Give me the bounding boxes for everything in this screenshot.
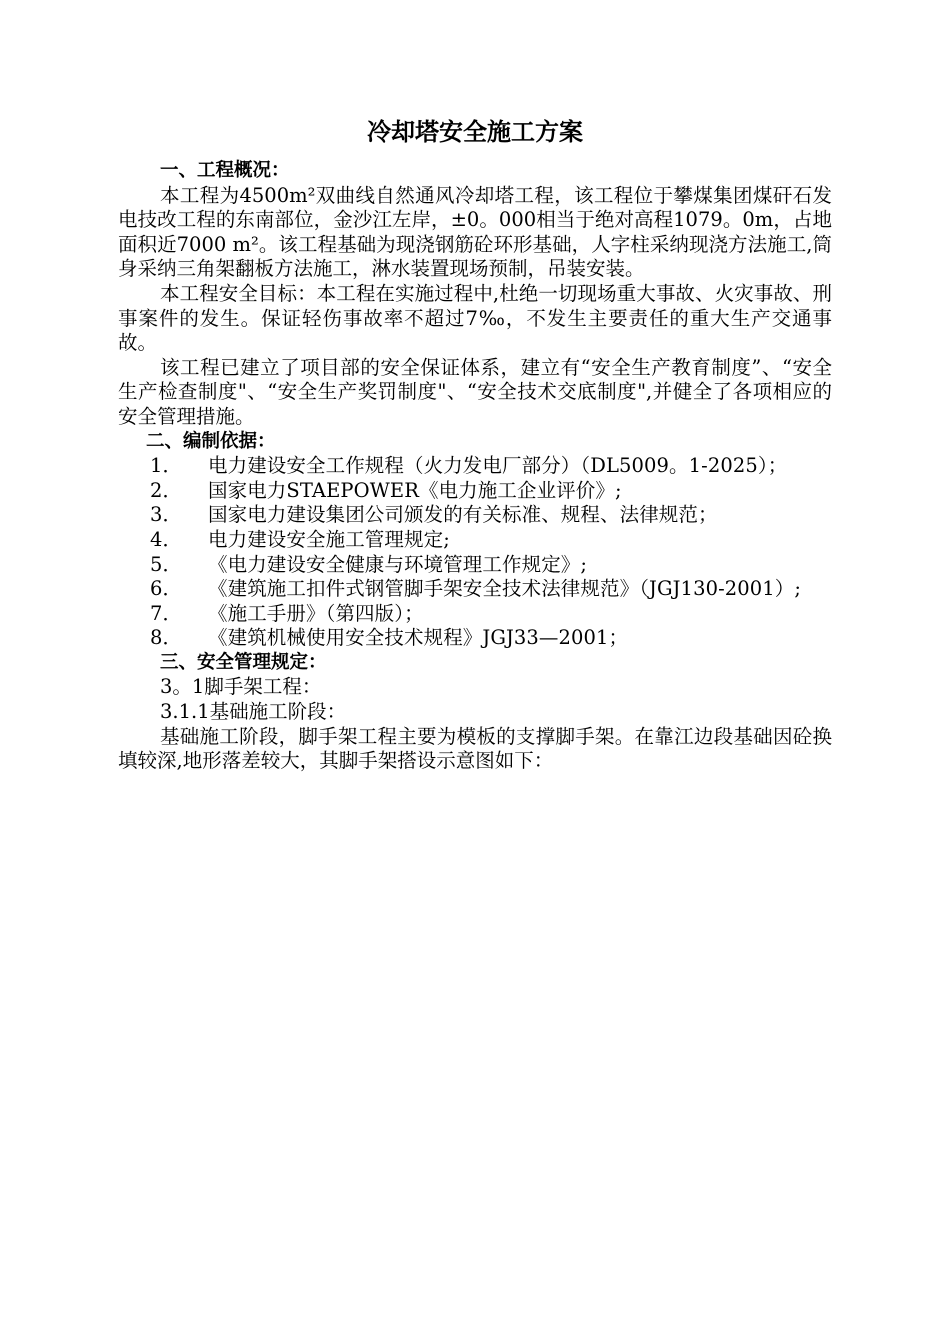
list-item [118, 528, 832, 553]
subsection-foundation-stage: 3.1.1基础施工阶段： [160, 700, 347, 724]
list-item-text: 《施工手册》（第四版）； [208, 601, 424, 625]
list-item-number: 2． [150, 478, 183, 502]
list-item-text: 《建筑机械使用安全技术规程》JGJ33—2001； [208, 626, 629, 650]
list-item-text: 电力建设安全工作规程（火力发电厂部分）（DL5009。1-2025）； [208, 454, 788, 478]
list-item-number: 7． [150, 601, 183, 625]
overview-paragraph-2: 本工程安全目标：本工程在实施过程中,杜绝一切现场重大事故、火灾事故、刑事案件的发生。保证轻伤事故率不超过7‰，不发生主要责任的重大生产交通事故。 [118, 281, 832, 355]
reference-list [118, 454, 832, 651]
list-item [118, 553, 832, 578]
list-item-text: 《电力建设安全健康与环境管理工作规定》; [208, 552, 588, 576]
section-heading-overview: 一、工程概况： [160, 160, 290, 181]
document-page [118, 110, 832, 774]
list-item-number: 6． [150, 577, 183, 601]
list-item [118, 454, 832, 479]
list-item-number: 8． [150, 626, 183, 650]
list-item-number: 1． [150, 454, 183, 478]
section-heading-safety-rules: 三、安全管理规定： [160, 651, 327, 673]
overview-paragraph-1: 本工程为4500m²双曲线自然通风冷却塔工程，该工程位于攀煤集团煤矸石发电技改工程的东南部位，金沙江左岸，±0。000相当于绝对高程1079。0m，占地面积近7000 m²。该工程基础为现浇钢筋砼环形基础，人字柱采纳现浇方法施工,筒身采纳三角架翻板方法施工，淋水装置现场预制，吊装安装。 [118, 183, 832, 281]
list-item [118, 479, 832, 504]
list-item [118, 577, 832, 602]
list-item-number: 5． [150, 552, 183, 576]
subsection-scaffolding: 3。1脚手架工程： [160, 675, 322, 699]
list-item [118, 626, 832, 651]
foundation-paragraph: 基础施工阶段，脚手架工程主要为模板的支撑脚手架。在靠江边段基础因砼换填较深,地形落差较大，其脚手架搭设示意图如下： [118, 724, 832, 773]
list-item-number: 3． [150, 503, 183, 527]
list-item-text: 国家电力建设集团公司颁发的有关标准、规程、法律规范； [208, 503, 718, 527]
list-item-number: 4． [150, 527, 183, 551]
section-heading-basis: 二、编制依据： [146, 430, 276, 452]
list-item-text: 国家电力STAEPOWER《电力施工企业评价》; [208, 478, 622, 502]
list-item [118, 503, 832, 528]
list-item-text: 电力建设安全施工管理规定; [208, 527, 450, 551]
document-title: 冷却塔安全施工方案 [367, 118, 583, 146]
overview-paragraph-3: 该工程已建立了项目部的安全保证体系，建立有“安全生产教育制度”、“安全生产检查制度"、“安全生产奖罚制度"、“安全技术交底制度",并健全了各项相应的安全管理措施。 [118, 355, 832, 428]
list-item-text: 《建筑施工扣件式钢管脚手架安全技术法律规范》（JGJ130-2001）; [208, 577, 802, 601]
list-item [118, 602, 832, 627]
